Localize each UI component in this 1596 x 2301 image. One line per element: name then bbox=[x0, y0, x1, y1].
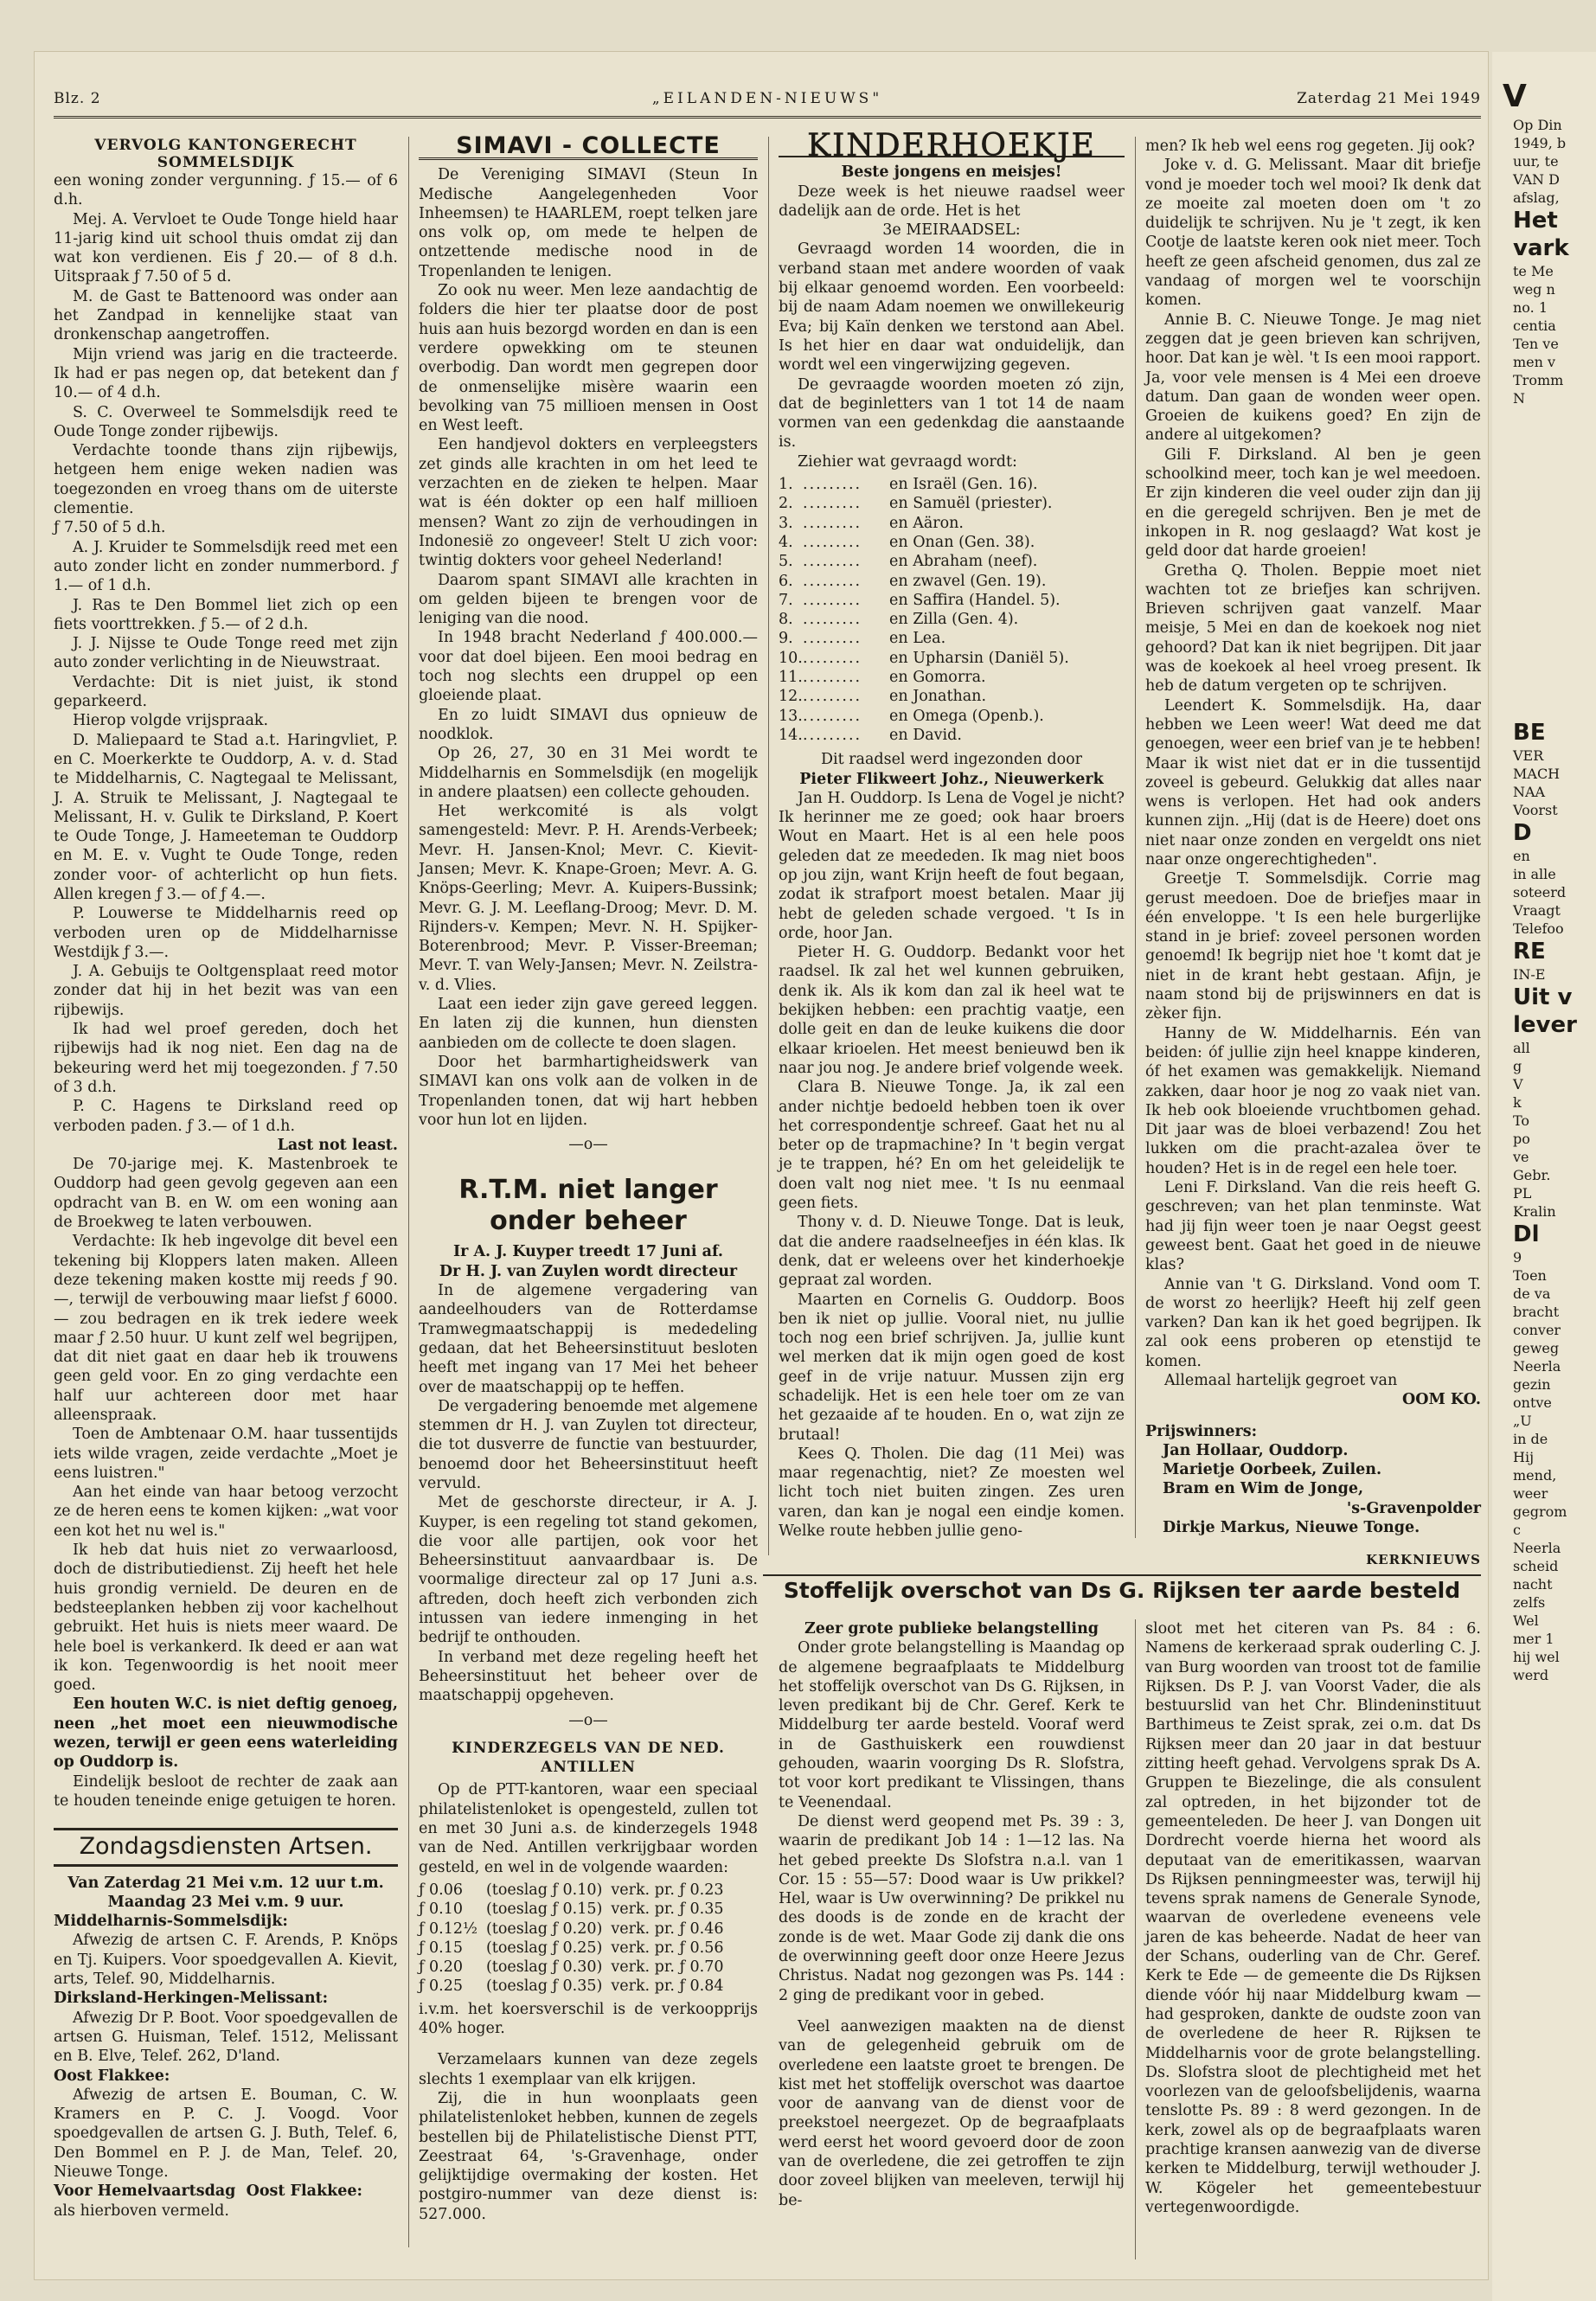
column-rijksen bbox=[779, 1619, 1125, 2268]
paragraph: J. Ras te Den Bommel liet zich op een fiets voorttrekken. ƒ 5.— of 2 d.h. bbox=[54, 596, 398, 633]
adjacent-fragment: geweg bbox=[1513, 1340, 1560, 1356]
adjacent-fragment: all bbox=[1513, 1040, 1530, 1056]
riddle-item bbox=[779, 572, 1125, 591]
stamp-cell: ƒ 0.15 bbox=[419, 1939, 464, 1957]
column-kinderhoekje-continued bbox=[1145, 137, 1481, 1537]
paragraph: Thony v. d. D. Nieuwe Tonge. Dat is leuk, dat die andere raadselneefjes in één klas. Ik denk, dat er weleens over het kinderhoekje gepraat zal worden. bbox=[779, 1214, 1125, 1290]
adjacent-fragment: BE bbox=[1513, 720, 1546, 746]
riddle-item bbox=[779, 687, 1125, 706]
subheading: Dr H. J. van Zuylen wordt directeur bbox=[439, 1262, 738, 1280]
region-heading: Oost Flakkee: bbox=[54, 2067, 170, 2085]
adjacent-fragment: MACH bbox=[1513, 766, 1561, 782]
paragraph: Clara B. Nieuwe Tonge. Ja, ik zal een ander nichtje bedoeld hebben toen ik over het correspondentje schreef. Gaat het nu al beter op de trapmachine? In 't begin vergat je te trappen, hé? En om het geleidelijk te doen valt nog niet mee. 't Is nu eenmaal geen fiets. bbox=[779, 1079, 1125, 1213]
riddle-number: 9. bbox=[779, 630, 793, 648]
prize-winner: 's-Gravenpolder bbox=[1346, 1499, 1481, 1517]
riddle-blank: ......... bbox=[803, 630, 862, 648]
riddle-blank: ......... bbox=[803, 649, 862, 667]
subheading: Ir A. J. Kuyper treedt 17 Juni af. bbox=[452, 1243, 723, 1261]
adjacent-fragment: N bbox=[1513, 390, 1525, 407]
paragraph: Eindelijk besloot de rechter de zaak aan te houden teneinde enige getuigen te horen. bbox=[54, 1772, 398, 1810]
paragraph: P. C. Hagens te Dirksland reed op verboden paden. ƒ 3.— of 1 d.h. bbox=[54, 1098, 398, 1135]
adjacent-fragment: g bbox=[1513, 1058, 1522, 1074]
riddle-number: 7. bbox=[779, 591, 793, 609]
column-kinderhoekje bbox=[779, 128, 1125, 1541]
column-kantongerecht bbox=[54, 137, 398, 2265]
adjacent-fragment: k bbox=[1513, 1094, 1522, 1111]
article-title: KINDERHOEKJE bbox=[779, 137, 1125, 157]
paragraph: Op de PTT-kantoren, waar een speciaal philatelistenloket is opengesteld, zullen tot en met 30 Juni a.s. de kinderzegels 1948 van de Ned. Antillen verkrijgbaar worden gesteld, en wel in de volgende waarden: bbox=[419, 1781, 758, 1876]
column-simavi bbox=[419, 132, 758, 2265]
riddle-clue: en Aäron. bbox=[889, 514, 964, 532]
paragraph: als hierboven vermeld. bbox=[54, 2202, 229, 2220]
riddle-item bbox=[779, 649, 1125, 668]
paragraph: En zo luidt SIMAVI dus opnieuw de noodklok. bbox=[419, 706, 758, 743]
region-heading: Dirksland-Herkingen-Melissant: bbox=[54, 1990, 329, 2008]
adjacent-fragment: en bbox=[1513, 848, 1530, 864]
riddle-blank: ......... bbox=[803, 495, 862, 513]
stamp-values-table bbox=[419, 1881, 732, 1997]
newspaper-name: „EILANDEN-NIEUWS" bbox=[651, 90, 883, 107]
riddle-clue: en Israël (Gen. 16). bbox=[889, 476, 1038, 494]
riddle-number: 13. bbox=[779, 707, 803, 725]
paragraph: Het werkcomité is als volgt samengesteld: Mevr. P. H. Arends-Verbeek; Mevr. H. Jansen-Knol; Mevr. C. Kievit-Jansen; Mevr. K. Knape-Groen; Mevr. A. G. Knöps-Geerling; Mevr. A. Kuipers-Bussink; Mevr. G. J. M. Leeflang-Droog; Mevr. D. M. Rijnders-v. Kempen; Mevr. N. H. Spijker-Boterenbrood; Mevr. P. Visser-Breeman; Mevr. T. van Wely-Jansen; Mevr. N. Zeilstra-v. d. Vlies. bbox=[419, 803, 758, 994]
article-title: VERVOLG KANTONGERECHT SOMMELSDIJK bbox=[94, 137, 357, 171]
paragraph: Verdachte toonde thans zijn rijbewijs, hetgeen hem enige weken nadien was toegezonden en vroeg thans om de uiterste clementie. bbox=[54, 442, 398, 518]
riddle-number: 8. bbox=[779, 611, 793, 629]
paragraph: De 70-jarige mej. K. Mastenbroek te Ouddorp had geen gevolg gegeven aan een opdracht van B. en W. om een woning aan de Broekweg te laten verbouwen. bbox=[54, 1156, 398, 1232]
adjacent-fragment: Ten ve bbox=[1513, 336, 1559, 352]
adjacent-fragment: Tromm bbox=[1513, 372, 1564, 388]
paragraph: Ik had wel proef gereden, doch het rijbewijs had ik nog niet. Een dag na de bekeuring werd het mij toegezonden. ƒ 7.50 of 3 d.h. bbox=[54, 1021, 398, 1096]
riddle-clue: en Abraham (neef). bbox=[889, 553, 1038, 571]
riddle-number: 11. bbox=[779, 669, 803, 687]
adjacent-fragment: werd bbox=[1513, 1667, 1549, 1683]
paragraph: een woning zonder vergunning. ƒ 15.— of 6 d.h. bbox=[54, 172, 398, 209]
paragraph: In verband met deze regeling heeft het Beheersinstituut het beheer over de maatschappij opgeheven. bbox=[419, 1648, 758, 1705]
stamp-row bbox=[419, 1920, 732, 1939]
page-number: Blz. 2 bbox=[54, 90, 101, 107]
stamp-cell: ƒ 0.25 bbox=[419, 1977, 464, 1996]
paragraph: P. Louwerse te Middelharnis reed op verboden uren op de Middelharnisse Westdijk ƒ 3.—. bbox=[54, 905, 398, 961]
paragraph: Aan het einde van haar betoog verzocht ze de heren eens te komen kijken: „wat voor een kot het nu wel is." bbox=[54, 1484, 398, 1540]
paragraph: Allemaal hartelijk gegroet van bbox=[1164, 1372, 1398, 1389]
paragraph: Annie B. C. Nieuwe Tonge. Je mag niet zeggen dat je geen brieven kan schrijven, hoor. Dat kan je wèl. 't Is een mooi rapport. Ja, voor vele mensen is 4 Mei een droeve datum. Dan gaan de wonden weer open. Groeien de kuikens goed? En zijn de andere al uitgekomen? bbox=[1145, 311, 1481, 445]
paragraph: Deze week is het nieuwe raadsel weer dadelijk aan de orde. Het is het bbox=[779, 183, 1125, 220]
hemelvaart-region: Oost Flakkee: bbox=[246, 2182, 362, 2201]
paragraph: Afwezig de artsen E. Bouman, C. W. Kramers en P. C. J. Voogd. Voor spoedgevallen de artsen G. J. Buth, Telef. 6, Den Bommel en P. J. de Man, Telef. 20, Nieuwe Tonge. bbox=[54, 2086, 398, 2181]
stamp-cell: verk. pr. ƒ 0.23 bbox=[611, 1881, 724, 1899]
stamp-row bbox=[419, 1900, 732, 1919]
adjacent-fragment: D bbox=[1513, 820, 1532, 846]
adjacent-fragment: Telefoo bbox=[1513, 920, 1564, 937]
riddle-clue: en David. bbox=[889, 726, 962, 744]
riddle-list bbox=[779, 475, 1125, 745]
adjacent-fragment: no. 1 bbox=[1513, 299, 1548, 316]
adjacent-fragment: Neerla bbox=[1513, 1358, 1561, 1375]
paragraph: Met de geschorste directeur, ir A. J. Kuyper, is een regeling tot stand gekomen, die voor alle partijen, ook voor het Beheersinstituut aanvaardbaar is. De voormalige directeur zal op 17 Juni a.s. aftreden, doch heeft zich verbonden zich intussen van iedere inmenging in het bedrijf te onthouden. bbox=[419, 1494, 758, 1647]
adjacent-fragment: 1949, b bbox=[1513, 135, 1567, 151]
prize-winner: Dirkje Markus, Nieuwe Tonge. bbox=[1163, 1519, 1420, 1537]
adjacent-fragment: VER bbox=[1513, 747, 1544, 764]
region-heading: Middelharnis-Sommelsdijk: bbox=[54, 1913, 288, 1931]
paragraph: Daarom spant SIMAVI alle krachten in om gelden bijeen te brengen voor de leniging van die nood. bbox=[419, 571, 758, 628]
stamp-cell: ƒ 0.20 bbox=[419, 1958, 464, 1977]
riddle-item bbox=[779, 610, 1125, 629]
adjacent-fragment: hij wel bbox=[1513, 1649, 1560, 1665]
paragraph: Greetje T. Sommelsdijk. Corrie mag gerust meedoen. Doe de briefjes maar in één enveloppe. 't Is een hele burgerlijke stand in je brief: zoveel personen worden genoemd! Ik begrijp niet hoe 't komt dat je niet in de krant hebt gestaan. Afijn, je naam stond bij de prijswinners en dat is zèker fijn. bbox=[1145, 870, 1481, 1023]
paragraph: Door het barmhartigheidswerk van SIMAVI kan ons volk aan de volken in de Tropenlanden tonen, dat wij hart hebben voor hun lot en lijden. bbox=[419, 1053, 758, 1129]
paragraph: Mej. A. Vervloet te Oude Tonge hield haar 11-jarig kind uit school thuis omdat zij dan wat kon verdienen. Eis ƒ 20.— of 8 d.h. Uitspraak ƒ 7.50 of 5 d. bbox=[54, 210, 398, 286]
paragraph: Zij, die in hun woonplaats geen philatelistenloket hebben, kunnen de zegels bestellen bij de Philatelistische Dienst PTT, Zeestraat 64, 's-Gravenhage, onder gelijktijdige overmaking der kosten. Het postgiro-nummer van deze dienst is: 527.000. bbox=[419, 2089, 758, 2223]
column-rule bbox=[408, 137, 409, 2247]
paragraph: Kees Q. Tholen. Die dag (11 Mei) was maar regenachtig, niet? Ze moesten wel licht toch niet buiten zingen. Zes uren varen, dan kan je nogal een eindje komen. Welke route hebben jullie geno- bbox=[779, 1445, 1125, 1541]
paragraph: Een handjevol dokters en verpleegsters zet ginds alle krachten in om het leed te verzachten en de zieken te helpen. Maar wat is één dokter op een half millioen mensen? Want zo zijn de verhoudingen in Indonesië zo ongeveer! Stelt U zich voor: twintig dokters voor geheel Nederland! bbox=[419, 436, 758, 570]
riddle-item bbox=[779, 591, 1125, 610]
adjacent-fragment: soteerd bbox=[1513, 884, 1567, 901]
adjacent-fragment: po bbox=[1513, 1131, 1530, 1147]
adjacent-text bbox=[1492, 116, 1596, 1684]
stamp-row bbox=[419, 1977, 732, 1996]
adjacent-fragment: uur, te bbox=[1513, 153, 1559, 170]
adjacent-fragment: weer bbox=[1513, 1485, 1548, 1502]
adjacent-fragment: 9 bbox=[1513, 1249, 1522, 1266]
paragraph: J. J. Nijsse te Oude Tonge reed met zijn auto zonder verlichting in de Nieuwstraat. bbox=[54, 635, 398, 672]
riddle-number: 12. bbox=[779, 688, 803, 706]
adjacent-fragment: in alle bbox=[1513, 866, 1556, 882]
riddle-clue: en Onan (Gen. 38). bbox=[889, 533, 1035, 551]
adjacent-fragment: in de bbox=[1513, 1431, 1548, 1447]
hemelvaart-label: Voor Hemelvaartsdag bbox=[54, 2182, 236, 2201]
paragraph: Onder grote belangstelling is Maandag op de algemene begraafplaats te Middelburg het stoffelijk overschot van Ds G. Rijksen, in leven predikant bij de Chr. Geref. Kerk te Middelburg ter aarde besteld. Vooraf werd in de Gasthuiskerk een rouwdienst gehouden, waarin voorging Ds R. Slofstra, tot voor kort predikant te Vlissingen, thans te Veenendaal. bbox=[779, 1639, 1125, 1811]
stamp-cell: (toeslag ƒ 0.35) bbox=[485, 1977, 603, 1996]
adjacent-fragment: Toen bbox=[1513, 1267, 1547, 1284]
prize-winner: Jan Hollaar, Ouddorp. bbox=[1163, 1441, 1349, 1459]
riddle-clue: en Upharsin (Daniël 5). bbox=[889, 649, 1069, 667]
closing-phrase: Last not least. bbox=[277, 1136, 398, 1154]
riddle-number: 1. bbox=[779, 476, 793, 494]
adjacent-fragment: „U bbox=[1513, 1413, 1532, 1429]
stamp-cell: (toeslag ƒ 0.30) bbox=[485, 1958, 603, 1977]
riddle-item bbox=[779, 494, 1125, 513]
stamp-row bbox=[419, 1958, 732, 1977]
riddle-clue: en zwavel (Gen. 19). bbox=[889, 572, 1047, 590]
riddle-item bbox=[779, 668, 1125, 687]
paragraph: Jan H. Ouddorp. Is Lena de Vogel je nicht? Ik herinner me ze goed; ook haar broers Wout en Maart. Het is al een hele poos geleden dat ze meededen. Ik mag niet boos op jou zijn, want Krijn heeft de fout begaan, zodat ik strafport moest betalen. Maar jij hebt de geleden schade vergoed. 't Is in orde, hoor Jan. bbox=[779, 789, 1125, 942]
riddle-blank: ......... bbox=[803, 669, 862, 687]
riddle-item bbox=[779, 514, 1125, 533]
paragraph: Verdachte: Ik heb ingevolge dit bevel een tekening bij Kloppers laten maken. Alleen deze tekening maken kostte mij reeds ƒ 90.—, terwijl de verbouwing maar liefst ƒ 6000.— zou bedragen en ik trek iedere week maar ƒ 2.50 huur. U kunt zelf wel begrijpen, dat dit niet gaat en daar heb ik trouwens geen geld voor. En zo ging verdachte een half uur achtereen door met haar alleenspraak. bbox=[54, 1233, 398, 1424]
column-rule bbox=[768, 137, 769, 1555]
column-rule bbox=[1135, 1619, 1136, 2259]
paragraph: Maarten en Cornelis G. Ouddorp. Boos ben ik niet op jullie. Vooral niet, nu jullie toch nog een brief schrijven. Ja, jullie kunt wel merken dat ik mijn ogen goed de kost geef in de vrije natuur. Mussen zijn erg schadelijk. Het is een hele toer om ze van het gezaaide af te houden. En o, wat zijn ze brutaal! bbox=[779, 1291, 1125, 1444]
adjacent-fragment: mer 1 bbox=[1513, 1631, 1554, 1647]
column-rule bbox=[1135, 137, 1136, 1538]
adjacent-fragment: centia bbox=[1513, 317, 1556, 334]
subheading: 3e MEIRAADSEL: bbox=[882, 221, 1021, 240]
stamp-cell: verk. pr. ƒ 0.70 bbox=[611, 1958, 724, 1977]
paragraph: Dit raadsel werd ingezonden door bbox=[820, 751, 1083, 769]
stamp-cell: ƒ 0.12½ bbox=[419, 1920, 478, 1938]
riddle-blank: ......... bbox=[803, 726, 862, 744]
adjacent-fragment: Uit v bbox=[1513, 984, 1573, 1010]
adjacent-fragment: Wel bbox=[1513, 1612, 1539, 1629]
paragraph: De dienst werd geopend met Ps. 39 : 3, waarin de predikant Job 14 : 1—12 las. Na het gebed preekte Ds Slofstra n.a.l. van 1 Cor. 15 : 55—57: Dood waar is Uw prikkel? Hel, waar is Uw overwinning? De prikkel nu des doods is de zonde en de kracht der zonde is de wet. Maar Gode zij dank die ons de overwinning geeft door onze Heere Jezus Christus. Nadat nog gezongen was Ps. 144 : 2 ging de predikant voor in gebed. bbox=[779, 1812, 1125, 2004]
riddle-blank: ......... bbox=[803, 611, 862, 629]
article-title: KINDERZEGELS VAN DE NED. ANTILLEN bbox=[452, 1739, 725, 1777]
adjacent-fragment: ve bbox=[1513, 1149, 1529, 1165]
paragraph: Afwezig Dr P. Boot. Voor spoedgevallen de artsen G. Huisman, Telef. 1512, Melissant en B. Elve, Telef. 262, D'land. bbox=[54, 2009, 398, 2066]
paragraph: Laat een ieder zijn gave gereed leggen. En laten zij die kunnen, hun diensten aanbieden om de collecte te doen slagen. bbox=[419, 996, 758, 1052]
zondag-period: Van Zaterdag 21 Mei v.m. 12 uur t.m. bbox=[67, 1874, 384, 1892]
adjacent-fragment: zelfs bbox=[1513, 1594, 1546, 1611]
paragraph: Toen de Ambtenaar O.M. haar tussentijds iets wilde vragen, zeide verdachte „Moet je eens luistren." bbox=[54, 1426, 398, 1482]
paragraph: Annie van 't G. Dirksland. Vond oom T. de worst zo heerlijk? Heeft hij zelf geen varken? Dan kan ik het goed begrijpen. Ik zal ook eens proberen op etenstijd te komen. bbox=[1145, 1275, 1481, 1370]
riddle-item bbox=[779, 533, 1125, 552]
paragraph: De gevraagde woorden moeten zó zijn, dat de beginletters van 1 tot 14 de naam vormen van een gedenkdag die aanstaande is. bbox=[779, 375, 1125, 452]
paragraph: Ik heb dat huis niet zo verwaarloosd, doch de distributiedienst. Zij heeft het hele huis grondig vernield. De deuren en de bedsteeplanken hebben zij voor kachelhout gebruikt. Het huis is niets meer waard. De hele boel is verkankerd. Ik deed er aan wat ik kon. Tegenwoordig is het nooit meer goed. bbox=[54, 1541, 398, 1695]
riddle-number: 14. bbox=[779, 726, 803, 744]
adjacent-fragment: Dl bbox=[1513, 1221, 1540, 1247]
riddle-number: 2. bbox=[779, 495, 793, 513]
riddle-item bbox=[779, 475, 1125, 494]
subheading: Zeer grote publieke belangstelling bbox=[804, 1620, 1099, 1638]
paragraph: Leni F. Dirksland. Van die reis heeft G. geschreven; van het plan tenminste. Wat had jij fijn weer toen je naar Oegst geest geweest bent. Gaat het goed in de nieuwe klas? bbox=[1145, 1179, 1481, 1274]
riddle-clue: en Saffira (Handel. 5). bbox=[889, 591, 1061, 609]
riddle-blank: ......... bbox=[803, 707, 862, 725]
paragraph: ƒ 7.50 of 5 d.h. bbox=[54, 519, 166, 537]
prize-winner: Marietje Oorbeek, Zuilen. bbox=[1163, 1461, 1382, 1479]
riddle-clue: en Lea. bbox=[889, 630, 946, 648]
paragraph: In de algemene vergadering van aandeelhouders van de Rotterdamse Tramwegmaatschappij is mededeling gedaan, dat het Beheersinstituut besloten heeft met ingang van 17 Mei het beheer over de maatschappij op te heffen. bbox=[419, 1282, 758, 1396]
paragraph: sloot met het citeren van Ps. 84 : 6. Namens de kerkeraad sprak ouderling C. J. van Burg woorden van troost tot de familie Rijksen. Ds P. J. van Voorst Vader, die als bestuurslid van het Chr. Blindeninstituut Barthimeus te Zeist sprak, zei o.m. dat Ds Rijksen meer dan 20 jaar in dat bestuur zitting heeft gehad. Vervolgens sprak Ds A. Gruppen te Biezelinge, die als consulent zal optreden, in het bijzonder tot de gemeenteleden. De heer J. van Dongen uit Dordrecht voerde hierna het woord als deputaat van de emeritikassen, waarvan Ds Rijksen penningmeester was, terwijl hij tevens sprak namens de Generale Synode, waarvan de overledene eveneens vele jaren de kas beheerde. Nadat de heer van der Schans, ouderling van de Chr. Geref. Kerk te Ede — de gemeente die Ds Rijksen diende vóór hij naar Middelburg kwam — had gesproken, dankte de oudste zoon van de overledene de heer R. Rijksen te Middelharnis voor de grote belangstelling. Ds. Slofstra sloot de plechtigheid met het voorlezen van de geloofsbelijdenis, waarna tenslotte Ps. 89 : 8 werd gezongen. In de kerk, zowel als op de begraafplaats waren prachtige kransen aanwezig van de diverse kerken te Middelburg, terwijl wethouder J. W. Kögeler het gemeentebestuur vertegenwoordigde. bbox=[1145, 1620, 1481, 2216]
adjacent-fragment: Vraagt bbox=[1513, 902, 1561, 919]
prize-winner: Bram en Wim de Jonge, bbox=[1163, 1480, 1364, 1498]
paragraph: De Vereniging SIMAVI (Steun In Medische Aangelegenheden Voor Inheemsen) te HAARLEM, roept telken jare ons volk op, om mede te helpen de ontzettende medische nood in de Tropenlanden te lenigen. bbox=[419, 166, 758, 280]
adjacent-fragment: V bbox=[1513, 1076, 1523, 1093]
riddle-number: 5. bbox=[779, 553, 793, 571]
paragraph: M. de Gast te Battenoord was onder aan het Zandpad in kennelijke staat van dronkenschap aangetroffen. bbox=[54, 287, 398, 344]
riddle-number: 6. bbox=[779, 572, 793, 590]
adjacent-fragment: de va bbox=[1513, 1285, 1551, 1302]
riddle-blank: ......... bbox=[803, 553, 862, 571]
issue-date: Zaterdag 21 Mei 1949 bbox=[1297, 90, 1481, 107]
adjacent-fragment: c bbox=[1513, 1522, 1521, 1538]
article-title: R.T.M. niet langer onder beheer bbox=[458, 1175, 718, 1237]
riddle-blank: ......... bbox=[803, 514, 862, 532]
prizes-heading: Prijswinners: bbox=[1145, 1422, 1258, 1440]
paragraph: Afwezig de artsen C. F. Arends, P. Knöps en Tj. Kuipers. Voor spoedgevallen A. Kievit, arts, Telef. 90, Middelharnis. bbox=[54, 1932, 398, 1989]
adjacent-fragment: Hij bbox=[1513, 1449, 1535, 1465]
adjacent-gap bbox=[1503, 407, 1596, 719]
adjacent-fragment: Het bbox=[1513, 208, 1558, 234]
paragraph: De vergadering benoemde met algemene stemmen dr H. J. van Zuylen tot directeur, die tot dusverre de functie van bestuurder, benoemd door het Beheersinstituut heeft vervuld. bbox=[419, 1397, 758, 1492]
adjacent-fragment: VAN D bbox=[1513, 171, 1560, 188]
sender: Pieter Flikweert Johz., Nieuwerkerk bbox=[799, 770, 1104, 788]
zondag-period: Maandag 23 Mei v.m. 9 uur. bbox=[107, 1893, 344, 1911]
adjacent-fragment: weg n bbox=[1513, 281, 1555, 298]
divider: —o— bbox=[568, 1136, 608, 1154]
adjacent-fragment: RE bbox=[1513, 939, 1546, 965]
stamp-cell: (toeslag ƒ 0.10) bbox=[485, 1881, 603, 1899]
riddle-clue: en Omega (Openb.). bbox=[889, 707, 1044, 725]
stamp-cell: ƒ 0.06 bbox=[419, 1881, 464, 1899]
riddle-number: 4. bbox=[779, 533, 793, 551]
adjacent-page-edge bbox=[1492, 52, 1596, 2301]
adjacent-fragment: Op Din bbox=[1513, 117, 1562, 133]
paragraph: Verzamelaars kunnen van deze zegels slechts 1 exemplaar van elk krijgen. bbox=[419, 2051, 758, 2088]
paragraph: Joke v. d. G. Melissant. Maar dit briefje vond je moeder toch wel mooi? Ik denk dat ze moeite zal moeten doen om 't zo duidelijk te schrijven. Nu je 't zegt, ik ken Cootje de laatste keren ook niet meer. Toch heeft ze geen afscheid genomen, dus zal ze vandaag of morgen wel te voorschijn komen. bbox=[1145, 157, 1481, 310]
stamp-cell: ƒ 0.10 bbox=[419, 1900, 464, 1919]
section-label: KERKNIEUWS bbox=[1366, 1552, 1481, 1567]
paragraph: Op 26, 27, 30 en 31 Mei wordt te Middelharnis en Sommelsdijk (en mogelijk in andere plaatsen) een collecte gehouden. bbox=[419, 745, 758, 801]
adjacent-fragment: conver bbox=[1513, 1322, 1561, 1338]
paragraph: Gretha Q. Tholen. Beppie moet niet wachten tot ze briefjes kan schrijven. Brieven schrijven gaat vanzelf. Maar meisje, 5 Mei en dan de koekoek nog niet gehoord? Dat kan ik niet begrijpen. Dit jaar was de koekoek al heel vroeg present. Ik heb de datum vergeten op te schrijven. bbox=[1145, 561, 1481, 695]
riddle-clue: en Jonathan. bbox=[889, 688, 987, 706]
paragraph: Pieter H. G. Ouddorp. Bedankt voor het raadsel. Ik zal het wel kunnen gebruiken, denk ik. Als ik kom dan zal ik heel wat te bekijken hebben: een prachtig vaatje, een dolle geit en dan de leuke kuikens die door elkaar krioelen. Het meest benieuwd ben ik naar jou nog. Je andere brief volgende week. bbox=[779, 944, 1125, 1077]
paragraph: Verdachte: Dit is niet juist, ik stond geparkeerd. bbox=[54, 673, 398, 711]
stamp-cell: verk. pr. ƒ 0.84 bbox=[611, 1977, 724, 1996]
riddle-blank: ......... bbox=[803, 533, 862, 551]
stamp-cell: verk. pr. ƒ 0.35 bbox=[611, 1900, 724, 1919]
stamp-cell: (toeslag ƒ 0.25) bbox=[485, 1939, 603, 1957]
paragraph: Gevraagd worden 14 woorden, die in verband staan met andere woorden of vaak bij elkaar genoemd worden. Een voorbeeld: bij de naam Adam noemen we onwillekeurig Eva; bij Kaïn denken we terstond aan Abel. Is het hier en daar wat onduidelijk, dan wordt wel een vingerwijzing gegeven. bbox=[779, 240, 1125, 375]
article-headline: Stoffelijk overschot van Ds G. Rijksen ter aarde besteld bbox=[763, 1574, 1481, 1606]
paragraph: D. Maliepaard te Stad a.t. Haringvliet, P. en C. Moerkerkte te Ouddorp, A. v. d. Stad te Middelharnis, C. Nagtegaal te Melissant, J. A. Struik te Melissant, J. Nagtegaal te Melissant, H. v. Gulik te Dirksland, P. Koert te Oude Tonge, J. Hameeteman te Ouddorp en M. E. v. Vught te Oude Tonge, reden zonder voor- of achterlicht op hun fiets. Allen kregen ƒ 3.— of ƒ 4.—. bbox=[54, 731, 398, 903]
adjacent-fragment: Gebr. bbox=[1513, 1167, 1551, 1183]
riddle-number: 3. bbox=[779, 514, 793, 532]
paragraph: Een houten W.C. is niet deftig genoeg, neen „het moet een nieuwmodische wezen, terwijl er geen eens waterleiding op Ouddorp is. bbox=[54, 1695, 398, 1772]
stamp-row bbox=[419, 1939, 732, 1958]
paragraph: A. J. Kruider te Sommelsdijk reed met een auto zonder licht en zonder nummerbord. ƒ 1.— of 1 d.h. bbox=[54, 538, 398, 595]
paragraph: In 1948 bracht Nederland ƒ 400.000.— voor dat doel bijeen. Een mooi bedrag en toch nog slechts een druppel op een gloeiende plaat. bbox=[419, 629, 758, 705]
stamp-cell: (toeslag ƒ 0.15) bbox=[485, 1900, 603, 1919]
riddle-blank: ......... bbox=[803, 591, 862, 609]
riddle-blank: ......... bbox=[803, 688, 862, 706]
riddle-item bbox=[779, 552, 1125, 571]
paragraph: Gili F. Dirksland. Al ben je geen schoolkind meer, toch kan je wel meedoen. Er zijn kinderen die veel ouder zijn dan jij en die geregeld schrijven. Ben je met de inkopen in R. nog geslaagd? Wat kost je geld door dat harde groeien! bbox=[1145, 445, 1481, 561]
signature: OOM KO. bbox=[1401, 1391, 1481, 1409]
column-rijksen-continued bbox=[1145, 1619, 1481, 2268]
adjacent-fragment: lever bbox=[1513, 1012, 1577, 1038]
adjacent-fragment: To bbox=[1513, 1112, 1530, 1129]
greeting: Beste jongens en meisjes! bbox=[841, 163, 1062, 182]
adjacent-fragment: NAA bbox=[1513, 784, 1546, 800]
adjacent-fragment: PL bbox=[1513, 1185, 1532, 1202]
paragraph: Leendert K. Sommelsdijk. Ha, daar hebben we Leen weer! Wat deed me dat genoegen, weer een brief van je te hebben! Maar ik wist niet dat er in die tussentijd zoveel is gebeurd. Gelukkig dat alles naar wens is verlopen. Het had ook anders kunnen zijn. „Hij (dat is de Heere) doet ons niet naar onze zonden en vergeldt ons niet naar onze ongerechtigheden". bbox=[1145, 696, 1481, 868]
adjacent-fragment: scheid bbox=[1513, 1558, 1559, 1574]
zondagsdiensten-title: Zondagsdiensten Artsen. bbox=[54, 1828, 398, 1866]
adjacent-fragment: nacht bbox=[1513, 1576, 1553, 1593]
adjacent-fragment: gezin bbox=[1513, 1376, 1551, 1393]
adjacent-fragment: ontve bbox=[1513, 1394, 1552, 1411]
paragraph: men? Ik heb wel eens rog gegeten. Jij ook? bbox=[1145, 138, 1475, 155]
riddle-number: 10. bbox=[779, 649, 803, 667]
adjacent-headline: V bbox=[1503, 79, 1527, 114]
paragraph: S. C. Overweel te Sommelsdijk reed te Oude Tonge zonder rijbewijs. bbox=[54, 403, 398, 440]
paragraph: i.v.m. het koersverschil is de verkoopprijs 40% hoger. bbox=[419, 2000, 758, 2038]
paragraph: Hanny de W. Middelharnis. Eén van beiden: óf jullie zijn heel knappe kinderen, óf het examen was gemakkelijk. Niemand zakken, daar hoor je nog zo vaak niet van. Ik heb ook bloeiende vruchtbomen gehad. Dit jaar was de bloei verbazend! Zou het lukken om die pracht-azalea över te houden? Het is in de regel een hele toer. bbox=[1145, 1024, 1481, 1177]
article-title: SIMAVI - COLLECTE bbox=[419, 137, 758, 160]
page-header bbox=[54, 87, 1481, 119]
paragraph: Zo ook nu weer. Men leze aandachtig de folders die hier ter plaatse door de post huis aan huis bezorgd worden en dan is een verdere opwekking om te steunen overbodig. Dan wordt men gegrepen door de onmenselijke misère waarin een bevolking van 75 millioen mensen in Oost en West leeft. bbox=[419, 282, 758, 435]
adjacent-fragment: IN-E bbox=[1513, 966, 1546, 983]
riddle-blank: ......... bbox=[803, 572, 862, 590]
newspaper-page bbox=[54, 87, 1481, 2266]
stamp-cell: (toeslag ƒ 0.20) bbox=[485, 1920, 603, 1938]
adjacent-fragment: Voorst bbox=[1513, 802, 1558, 818]
adjacent-fragment: Neerla bbox=[1513, 1540, 1561, 1556]
riddle-clue: en Zilla (Gen. 4). bbox=[889, 611, 1019, 629]
stamp-cell: verk. pr. ƒ 0.46 bbox=[611, 1920, 724, 1938]
riddle-clue: en Gomorra. bbox=[889, 669, 986, 687]
divider: —o— bbox=[568, 1711, 608, 1729]
adjacent-fragment: mend, bbox=[1513, 1467, 1557, 1484]
adjacent-fragment: men v bbox=[1513, 354, 1556, 370]
adjacent-fragment: afslag, bbox=[1513, 189, 1560, 206]
adjacent-fragment: te Me bbox=[1513, 263, 1554, 279]
region-heading bbox=[54, 2182, 398, 2201]
paragraph: J. A. Gebuijs te Ooltgensplaat reed motor zonder dat hij in het bezit was van een rijbewijs. bbox=[54, 963, 398, 1019]
paragraph: Ziehier wat gevraagd wordt: bbox=[798, 452, 1017, 471]
adjacent-fragment: vark bbox=[1513, 235, 1569, 261]
stamp-cell: verk. pr. ƒ 0.56 bbox=[611, 1939, 724, 1957]
prize-list bbox=[1145, 1441, 1481, 1537]
adjacent-fragment: Kralin bbox=[1513, 1203, 1556, 1220]
paragraph: Veel aanwezigen maakten na de dienst van de gelegenheid gebruik om de overledene een laatste groet te brengen. De kist met het stoffelijk overschot was daartoe voor de aanvang van de dienst voor de preekstoel neergezet. Op de begraafplaats werd eerst het woord gevoerd door de zoon van de overledene, die zei getroffen te zijn door zoveel blijken van meeleven, terwijl hij be- bbox=[779, 2017, 1125, 2209]
stamp-row bbox=[419, 1881, 732, 1900]
adjacent-fragment: bracht bbox=[1513, 1304, 1560, 1320]
riddle-item bbox=[779, 629, 1125, 648]
adjacent-fragment: gegrom bbox=[1513, 1503, 1567, 1520]
riddle-blank: ......... bbox=[803, 476, 862, 494]
paragraph: Hierop volgde vrijspraak. bbox=[73, 712, 269, 730]
riddle-item bbox=[779, 726, 1125, 745]
riddle-item bbox=[779, 707, 1125, 726]
paragraph: Mijn vriend was jarig en die tracteerde. Ik had er pas negen op, dat betekent dan ƒ 10.— of 4 d.h. bbox=[54, 345, 398, 402]
riddle-clue: en Samuël (priester). bbox=[889, 495, 1053, 513]
